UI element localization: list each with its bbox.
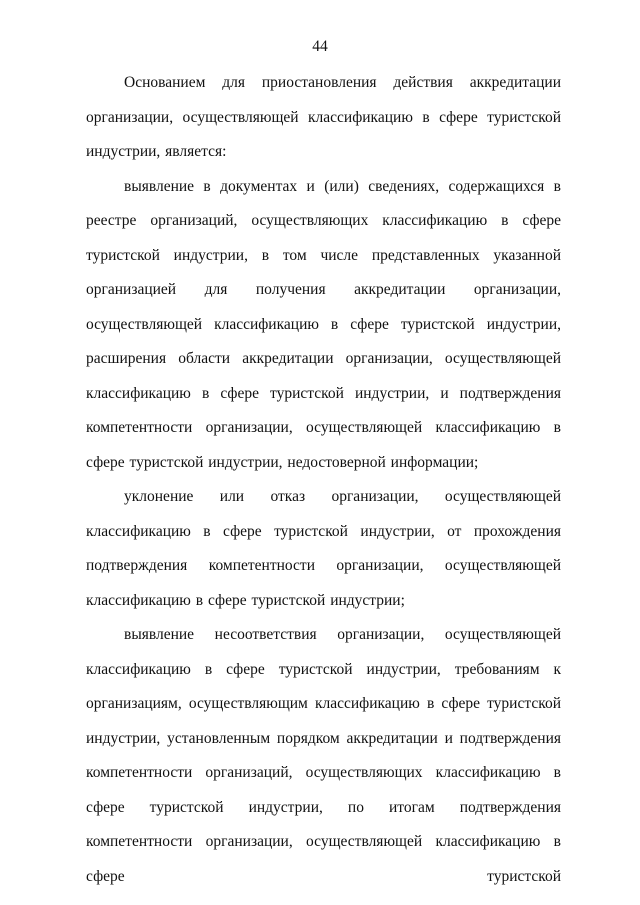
- document-body: [86, 66, 561, 894]
- paragraph-evasion-or-refusal: уклонение или отказ организации, осуществляющей классификацию в сфере туристской индустрии, от прохождения подтверждения компетентности организации, осуществляющей классификацию в сфере туристской индустрии;: [86, 488, 561, 609]
- page-number: 44: [312, 38, 328, 55]
- paragraph-grounds-intro: Основанием для приостановления действия аккредитации организации, осуществляющей классификацию в сфере туристской индустрии, является:: [86, 74, 561, 160]
- paragraph-nonconformity: выявление несоответствия организации, осуществляющей классификацию в сфере туристской индустрии, требованиям к организациям, осуществляющим классификацию в сфере туристской индустрии, установленным порядком аккредитации и подтверждения компетентности организаций, осуществляющих классификацию в сфере туристской индустрии, по итогам подтверждения компетентности организации, осуществляющей классификацию в сфере туристской: [86, 626, 561, 885]
- paragraph-false-information: выявление в документах и (или) сведениях, содержащихся в реестре организаций, осуществляющих классификацию в сфере туристской индустрии, в том числе представленных указанной организацией для получения аккредитации организации, осуществляющей классификацию в сфере туристской индустрии, расширения области аккредитации организации, осуществляющей классификацию в сфере туристской индустрии, и подтверждения компетентности организации, осуществляющей классификацию в сфере туристской индустрии, недостоверной информации;: [86, 177, 561, 471]
